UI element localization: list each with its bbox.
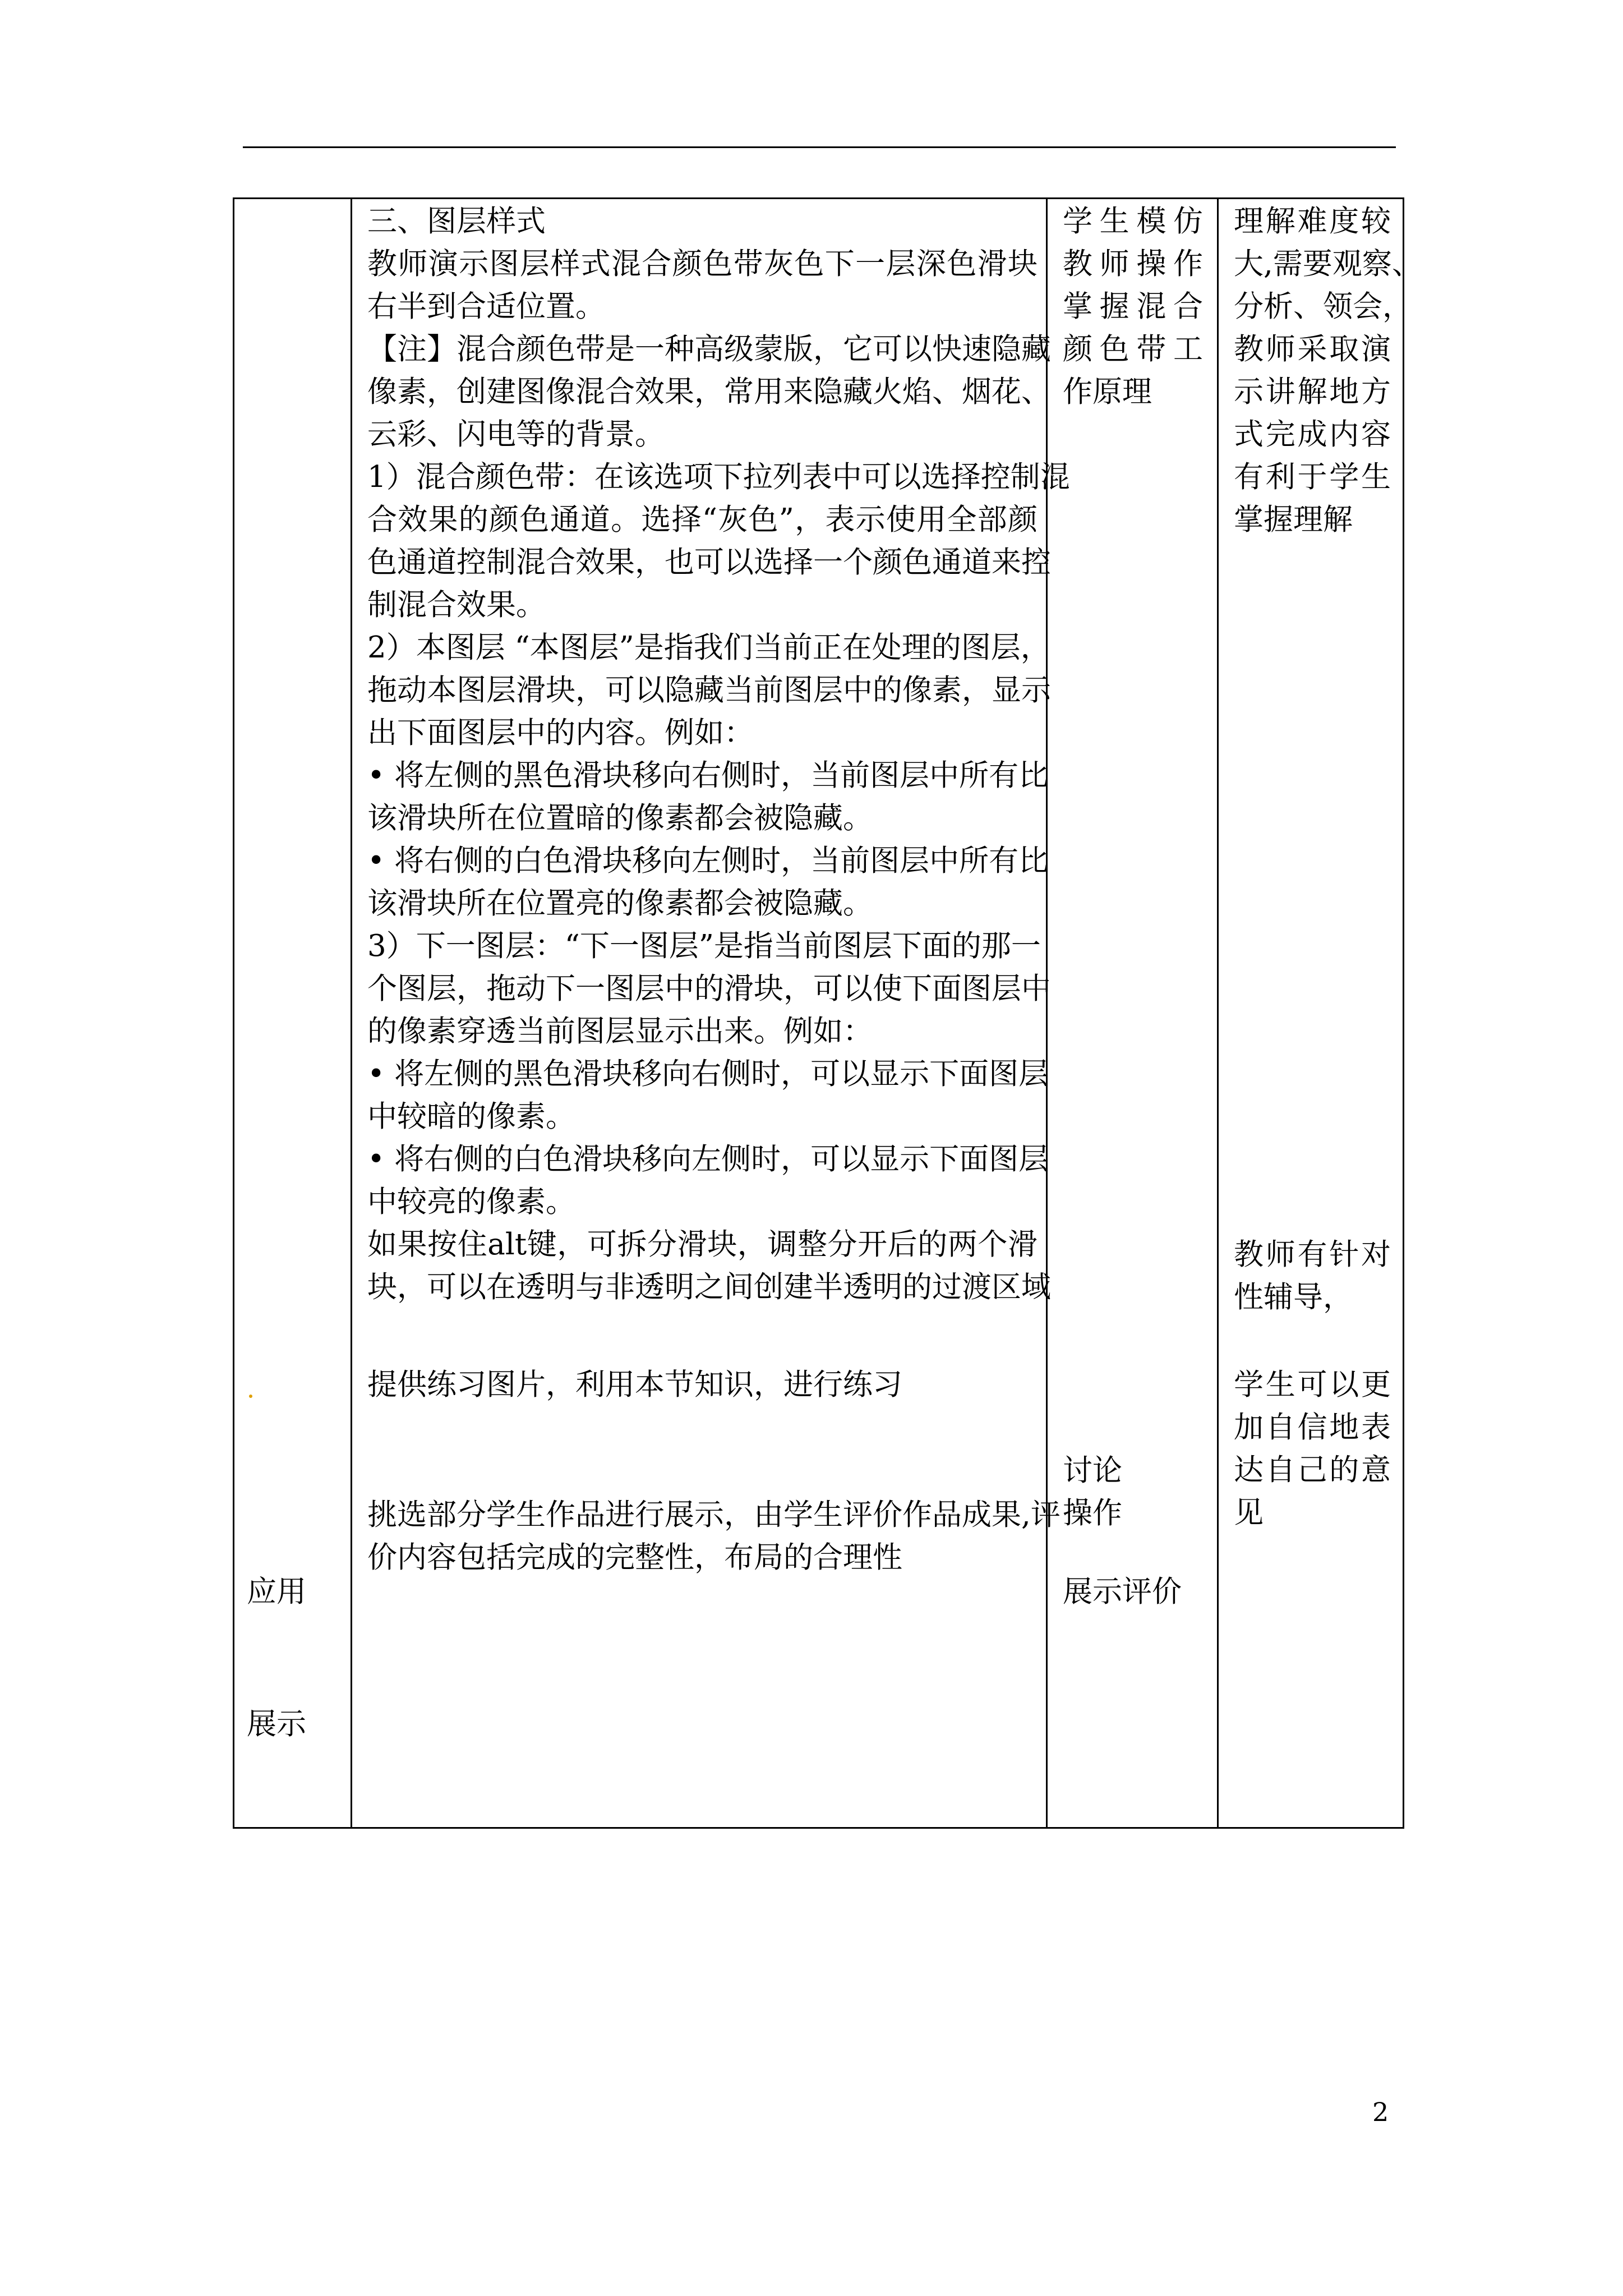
content-line: 像素，创建图像混合效果，常用来隐藏火焰、烟花、 [367,375,1051,409]
content-line: 合效果的颜色通道。选择“灰色”，表示使用全部颜 [367,503,1038,537]
activity-line: 作原理 [1063,375,1152,409]
activity-showcase: 展示评价 [1063,1575,1182,1609]
col-border-1 [351,197,352,1829]
activity-discuss: 讨论 [1063,1453,1122,1488]
content-line: • 将右侧的白色滑块移向左侧时，当前图层中所有比 [367,844,1049,878]
intent-line: 有利于学生 [1234,460,1391,494]
guidance-line: 性辅导， [1234,1280,1353,1314]
stage-label-show: 展示 [247,1707,306,1741]
table-bottom-border [233,1827,1404,1829]
intent-line: 掌握理解 [1234,503,1353,537]
content-line: 如果按住alt键，可拆分滑块，调整分开后的两个滑 [367,1227,1038,1262]
content-line: 价内容包括完成的完整性，布局的合理性 [367,1540,902,1575]
design-guidance [1234,1234,1391,1319]
content-line: 【注】混合颜色带是一种高级蒙版，它可以快速隐藏 [367,332,1051,366]
content-line: • 将左侧的黑色滑块移向右侧时，当前图层中所有比 [367,758,1049,793]
intent-line: 大,需要观察、 [1234,247,1422,281]
table-top-border [233,197,1404,199]
content-line: 色通道控制混合效果，也可以选择一个颜色通道来控 [367,545,1051,579]
confidence-line: 达自己的意 [1234,1453,1391,1487]
content-line: 1）混合颜色带：在该选项下拉列表中可以选择控制混 [367,460,1070,494]
showcase-text [367,1494,1061,1579]
col-border-right [1403,197,1404,1829]
intent-line: 分析、领会， [1234,289,1412,324]
content-line: • 将左侧的黑色滑块移向右侧时，可以显示下面图层 [367,1057,1049,1091]
content-line: 中较暗的像素。 [367,1099,575,1134]
teaching-content [367,200,1070,1309]
activity-operate: 操作 [1063,1496,1122,1530]
content-line: 出下面图层中的内容。例如： [367,716,754,750]
content-line: 个图层，拖动下一图层中的滑块，可以使下面图层中 [367,972,1051,1006]
intent-line: 式完成内容 [1234,417,1391,452]
stray-mark [249,1395,252,1398]
guidance-line: 教师有针对 [1234,1237,1391,1272]
design-intent [1234,200,1422,541]
confidence-line: 学生可以更 [1234,1368,1391,1402]
activity-line: 掌握混合 [1063,289,1203,324]
activity-line: 教师操作 [1063,247,1203,281]
content-line: 拖动本图层滑块，可以隐藏当前图层中的像素，显示 [367,673,1051,707]
intent-line: 理解难度较 [1234,204,1391,238]
content-line: 块，可以在透明与非透明之间创建半透明的过渡区域 [367,1270,1051,1304]
confidence-line: 加自信地表 [1234,1410,1391,1444]
stage-label-apply: 应用 [247,1575,306,1609]
col-border-left [233,197,234,1829]
content-line: 的像素穿透当前图层显示出来。例如： [367,1014,873,1048]
header-rule [243,146,1396,148]
intent-line: 示讲解地方 [1234,375,1391,409]
confidence-line: 见 [1234,1496,1264,1530]
content-line: 制混合效果。 [367,588,546,622]
content-line: 右半到合适位置。 [367,289,605,324]
content-heading: 三、图层样式 [367,204,546,238]
content-line: 该滑块所在位置亮的像素都会被隐藏。 [367,886,873,921]
activity-line: 学生模仿 [1063,204,1203,238]
content-line: 教师演示图层样式混合颜色带灰色下一层深色滑块 [367,247,1038,281]
design-confidence [1234,1364,1391,1534]
content-line: 中较亮的像素。 [367,1185,575,1219]
activity-line: 颜色带工 [1063,332,1203,366]
content-line: 云彩、闪电等的背景。 [367,417,665,452]
content-line: • 将右侧的白色滑块移向左侧时，可以显示下面图层 [367,1142,1049,1176]
content-line: 该滑块所在位置暗的像素都会被隐藏。 [367,801,873,835]
col-border-2 [1046,197,1048,1829]
page-number: 2 [1372,2097,1389,2127]
student-activity [1063,200,1203,413]
content-line: 3）下一图层：“下一图层”是指当前图层下面的那一 [367,929,1041,963]
practice-text: 提供练习图片，利用本节知识，进行练习 [367,1368,902,1402]
content-line: 挑选部分学生作品进行展示，由学生评价作品成果,评 [367,1498,1061,1532]
intent-line: 教师采取演 [1234,332,1391,366]
col-border-3 [1217,197,1219,1829]
content-line: 2）本图层 “本图层”是指我们当前正在处理的图层， [367,631,1050,665]
